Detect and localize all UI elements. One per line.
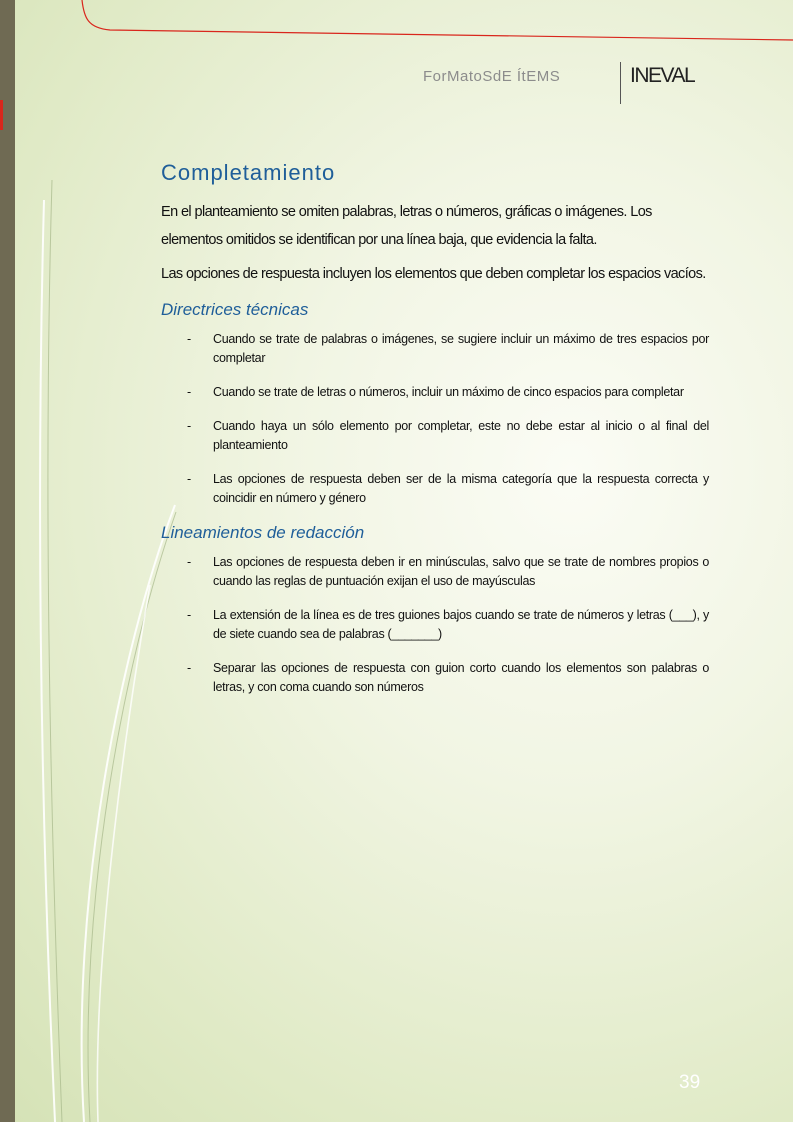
list-item-text: Cuando se trate de palabras o imágenes, se sugiere incluir un máximo de tres espacios por completar [213, 332, 709, 365]
dash-marker: - [187, 555, 191, 569]
dash-marker: - [187, 332, 191, 346]
technical-guidelines-list [161, 330, 709, 508]
main-content [161, 160, 709, 712]
list-item [161, 330, 709, 368]
list-item-text: Las opciones de respuesta deben ir en minúsculas, salvo que se trate de nombres propios o cuando las reglas de puntuación exijan el uso de mayúsculas [213, 555, 709, 588]
dash-marker: - [187, 608, 191, 622]
intro-paragraph-2: Las opciones de respuesta incluyen los elementos que deben completar los espacios vacíos. [161, 266, 706, 282]
list-item-text: La extensión de la línea es de tres guiones bajos cuando se trate de números y letras (___), y de siete cuando sea de palabras (_______) [213, 608, 709, 641]
dash-marker: - [187, 419, 191, 433]
list-item [161, 383, 709, 402]
dash-marker: - [187, 385, 191, 399]
writing-guidelines-list [161, 553, 709, 697]
list-item [161, 470, 709, 508]
list-item [161, 417, 709, 455]
dash-marker: - [187, 661, 191, 675]
list-item-text: Separar las opciones de respuesta con guion corto cuando los elementos son palabras o letras, y con coma cuando son números [213, 661, 709, 694]
dash-marker: - [187, 472, 191, 486]
section-heading-writing: Lineamientos de redacción [161, 523, 365, 542]
list-item-text: Cuando se trate de letras o números, incluir un máximo de cinco espacios para completar [213, 385, 684, 399]
list-item [161, 659, 709, 697]
red-accent-mark [0, 100, 3, 130]
list-item-text: Cuando haya un sólo elemento por completar, este no debe estar al inicio o al final del planteamiento [213, 419, 709, 452]
section-heading-technical: Directrices técnicas [161, 300, 309, 319]
list-item-text: Las opciones de respuesta deben ser de la misma categoría que la respuesta correcta y coincidir en número y género [213, 472, 709, 505]
intro-paragraph-1: En el planteamiento se omiten palabras, letras o números, gráficas o imágenes. Los elementos omitidos se identifican por una línea baja, que evidencia la falta. [161, 204, 652, 248]
header-section-label: ForMatoSdE ÍtEMS [423, 68, 561, 85]
header-divider [620, 62, 621, 104]
list-item [161, 606, 709, 644]
list-item [161, 553, 709, 591]
ineval-logo: INEVAL [630, 64, 695, 87]
page-title: Completamiento [161, 160, 336, 185]
page-number: 39 [679, 1072, 701, 1093]
left-sidebar-band [0, 0, 15, 1122]
